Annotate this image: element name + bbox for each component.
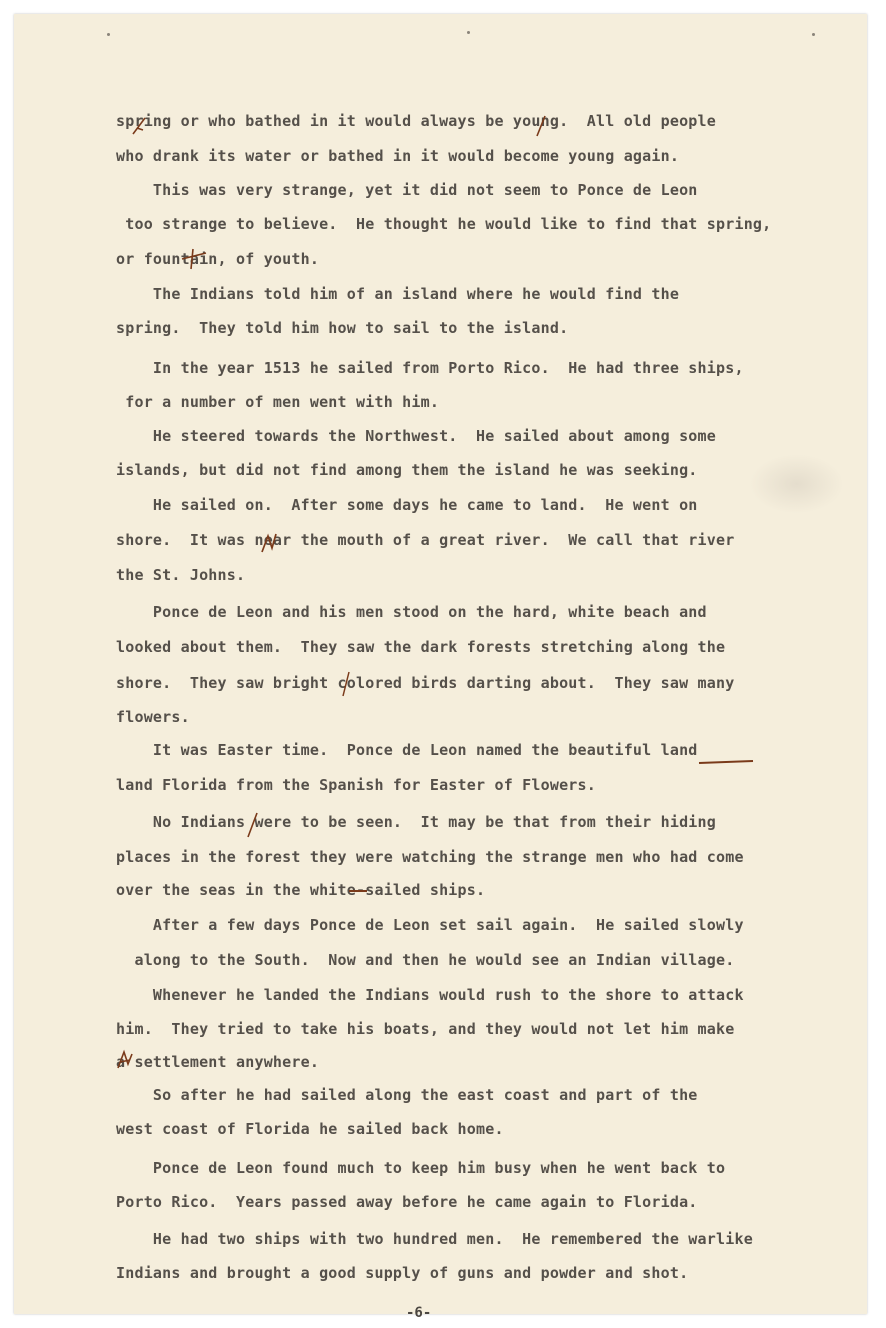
handwritten-separator-mark bbox=[339, 669, 353, 699]
text-line: spring or who bathed in it would always be young. All old people bbox=[116, 112, 716, 130]
handwritten-separator-mark bbox=[531, 112, 551, 140]
text-line: Ponce de Leon found much to keep him busy when he went back to bbox=[116, 1159, 726, 1177]
text-line: No Indians were to be seen. It may be that from their hiding bbox=[116, 813, 716, 831]
paper-speck bbox=[467, 31, 470, 34]
text-line: Whenever he landed the Indians would rush to the shore to attack bbox=[116, 986, 744, 1004]
text-line: land Florida from the Spanish for Easter of Flowers. bbox=[116, 776, 596, 794]
typewritten-page bbox=[14, 14, 867, 1321]
text-line: places in the forest they were watching the strange men who had come bbox=[116, 848, 744, 866]
handwritten-strikeout-mark bbox=[697, 755, 757, 769]
text-line: The Indians told him of an island where he would find the bbox=[116, 285, 680, 303]
text-line: So after he had sailed along the east coast and part of the bbox=[116, 1086, 698, 1104]
text-line: the St. Johns. bbox=[116, 566, 246, 584]
handwritten-insert-mark bbox=[114, 1048, 136, 1074]
page-number: -6- bbox=[406, 1305, 432, 1321]
text-line: After a few days Ponce de Leon set sail again. He sailed slowly bbox=[116, 916, 744, 934]
paper-speck bbox=[812, 33, 815, 36]
text-line: flowers. bbox=[116, 708, 190, 726]
handwritten-correction-mark bbox=[179, 247, 209, 271]
text-line: a settlement anywhere. bbox=[116, 1053, 320, 1071]
text-line: He had two ships with two hundred men. He remembered the warlike bbox=[116, 1230, 753, 1248]
text-line: too strange to believe. He thought he would like to find that spring, bbox=[116, 215, 772, 233]
text-line: Indians and brought a good supply of guns and powder and shot. bbox=[116, 1264, 689, 1282]
text-line: along to the South. Now and then he would see an Indian village. bbox=[116, 951, 735, 969]
text-line: shore. They saw bright colored birds darting about. They saw many bbox=[116, 674, 735, 692]
paper-stain bbox=[749, 454, 844, 514]
text-line: for a number of men went with him. bbox=[116, 393, 440, 411]
text-line: He steered towards the Northwest. He sailed about among some bbox=[116, 427, 716, 445]
text-line: Porto Rico. Years passed away before he came again to Florida. bbox=[116, 1193, 698, 1211]
handwritten-insert-mark bbox=[258, 530, 280, 558]
handwritten-separator-mark bbox=[243, 810, 263, 840]
text-line: over the seas in the white-sailed ships. bbox=[116, 881, 486, 899]
text-line: looked about them. They saw the dark forests stretching along the bbox=[116, 638, 726, 656]
text-line: In the year 1513 he sailed from Porto Rico. He had three ships, bbox=[116, 359, 744, 377]
text-line: or fountain, of youth. bbox=[116, 250, 320, 268]
text-line: west coast of Florida he sailed back home. bbox=[116, 1120, 504, 1138]
handwritten-hyphen-mark bbox=[347, 886, 369, 896]
text-line: This was very strange, yet it did not seem to Ponce de Leon bbox=[116, 181, 698, 199]
text-line: It was Easter time. Ponce de Leon named the beautiful land bbox=[116, 741, 698, 759]
text-line: him. They tried to take his boats, and they would not let him make bbox=[116, 1020, 735, 1038]
text-line: Ponce de Leon and his men stood on the hard, white beach and bbox=[116, 603, 707, 621]
handwritten-correction-mark bbox=[129, 114, 151, 138]
text-line: who drank its water or bathed in it would become young again. bbox=[116, 147, 680, 165]
text-line: spring. They told him how to sail to the island. bbox=[116, 319, 569, 337]
text-line: shore. It was near the mouth of a great river. We call that river bbox=[116, 531, 735, 549]
text-line: He sailed on. After some days he came to land. He went on bbox=[116, 496, 698, 514]
paper-speck bbox=[107, 33, 110, 36]
text-line: islands, but did not find among them the island he was seeking. bbox=[116, 461, 698, 479]
